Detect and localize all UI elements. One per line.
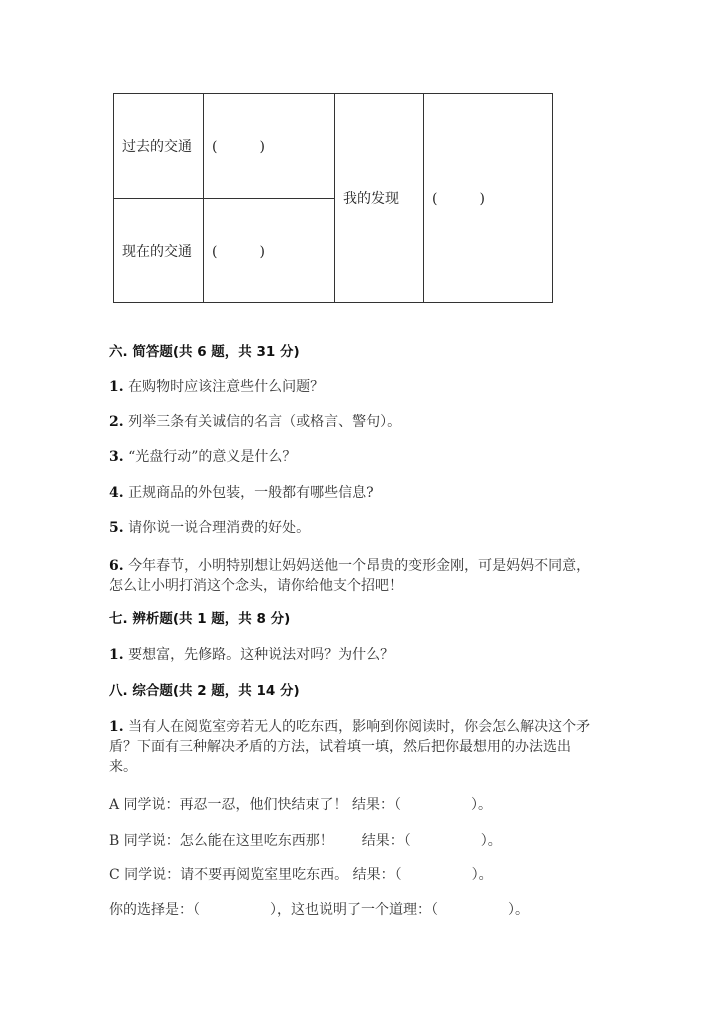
- question-number: 5.: [109, 520, 124, 536]
- question-number: 1.: [109, 379, 124, 395]
- question-text: 正规商品的外包装，一般都有哪些信息?: [128, 485, 374, 501]
- section-7-heading: 七. 辨析题(共 1 题，共 8 分): [109, 611, 291, 627]
- blank-now[interactable]: ( ): [204, 199, 335, 303]
- section-8-heading: 八. 综合题(共 2 题，共 14 分): [109, 683, 300, 699]
- question-text: 在购物时应该注意些什么问题？: [128, 379, 325, 395]
- row-label-now: 现在的交通: [114, 199, 204, 303]
- option-a: A 同学说：再忍一忍，他们快结束了！ 结果：（ ）。: [109, 797, 493, 813]
- question-number: 6.: [109, 558, 124, 574]
- question-number: 1.: [109, 719, 124, 735]
- transport-table: [113, 93, 553, 303]
- your-choice: 你的选择是：（ ），这也说明了一个道理：（ ）。: [109, 902, 529, 918]
- question: [109, 717, 590, 737]
- question-text: 今年春节，小明特别想让妈妈送他一个昂贵的变形金刚，可是妈妈不同意，: [128, 558, 591, 574]
- question: [109, 377, 324, 397]
- question-continued: 怎么让小明打消这个念头，请你给他支个招吧！: [109, 578, 403, 594]
- question: [109, 483, 374, 503]
- question-continued: 盾？下面有三种解决矛盾的方法，试着填一填，然后把你最想用的办法选出: [109, 739, 571, 755]
- question: [109, 556, 590, 576]
- question-text: “光盘行动”的意义是什么？: [128, 449, 297, 465]
- question-text: 要想富，先修路。这种说法对吗？为什么？: [128, 647, 395, 663]
- row-label-past: 过去的交通: [114, 94, 204, 199]
- question-continued: 来。: [109, 759, 137, 775]
- blank-discovery[interactable]: ( ): [424, 94, 553, 303]
- blank-past[interactable]: ( ): [204, 94, 335, 199]
- question-number: 4.: [109, 485, 124, 501]
- question-text: 列举三条有关诚信的名言（或格言、警句）。: [128, 414, 402, 430]
- question-text: 当有人在阅览室旁若无人的吃东西，影响到你阅读时，你会怎么解决这个矛: [128, 719, 591, 735]
- question-number: 2.: [109, 414, 124, 430]
- question-number: 1.: [109, 647, 124, 663]
- option-c: C 同学说：请不要再阅览室里吃东西。 结果：（ ）。: [109, 867, 493, 883]
- discovery-label: 我的发现: [335, 94, 424, 303]
- question-number: 3.: [109, 449, 124, 465]
- question: [109, 447, 296, 467]
- question: [109, 412, 401, 432]
- option-b: B 同学说：怎么能在这里吃东西那！ 结果：（ ）。: [109, 833, 502, 849]
- section-6-heading: 六. 简答题(共 6 题，共 31 分): [109, 344, 300, 360]
- question-text: 请你说一说合理消费的好处。: [128, 520, 311, 536]
- question: [109, 645, 394, 665]
- question: [109, 518, 310, 538]
